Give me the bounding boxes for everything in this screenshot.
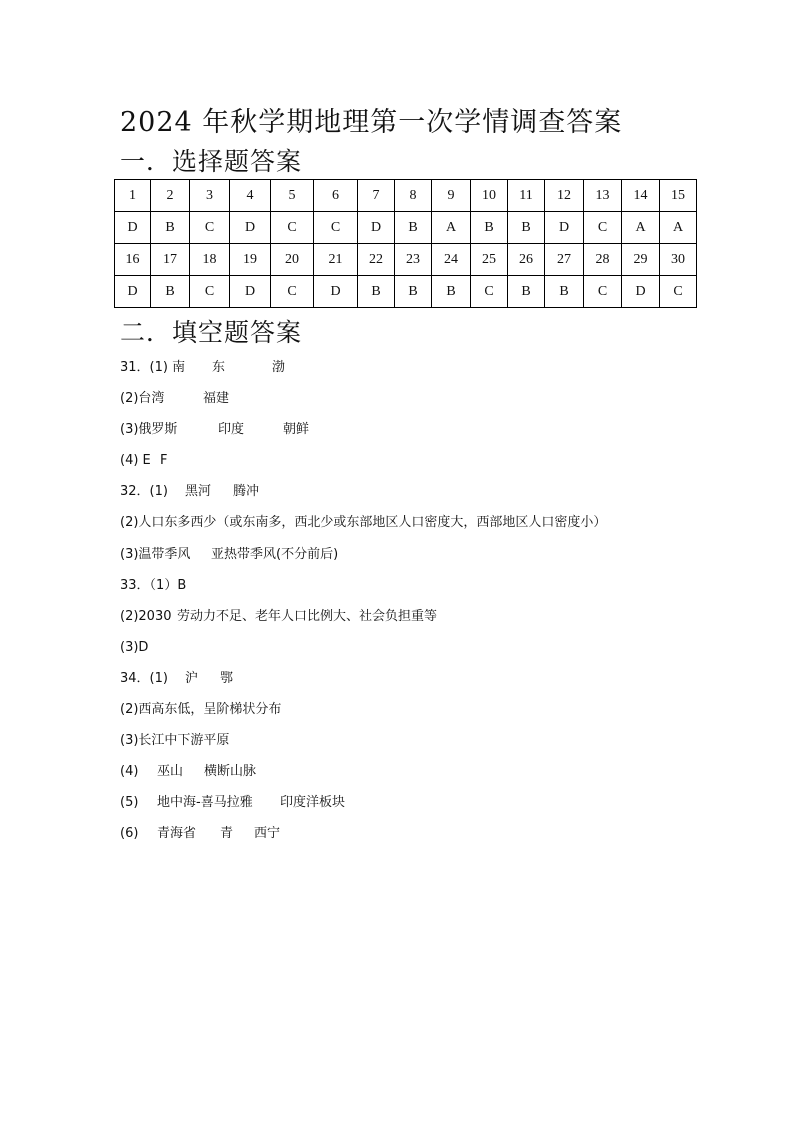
answer-cell: D [230,212,271,244]
section-heading-fill-in: 二．填空题答案 [120,318,303,347]
question-number-cell: 2 [151,180,190,212]
answer-line [120,383,720,414]
answer-cell: A [622,212,660,244]
question-number-row [115,180,697,212]
answer-cell: B [395,212,432,244]
question-number-cell: 27 [545,244,584,276]
section-heading-multiple-choice: 一．选择题答案 [120,147,303,176]
answer-label: (3)长江中下游平原 [120,733,230,749]
answer-cell: D [545,212,584,244]
question-number-cell: 28 [584,244,622,276]
answer-cell: C [471,276,508,308]
fill-in-answers [120,352,720,850]
answer-line [120,601,720,632]
answer-text: 黑河 [185,484,212,500]
answer-cell: B [508,276,545,308]
answer-label: (2)台湾 [120,391,165,407]
answer-line [120,539,720,570]
answer-label: 32．(1) [120,484,168,500]
answer-text: 福建 [203,391,230,407]
page-title: 2024 年秋学期地理第一次学情调查答案 [120,107,623,138]
answer-text: 西宁 [254,826,281,842]
answer-cell: D [115,276,151,308]
answer-text: 东 [212,360,226,375]
answer-label: (2)人口东多西少（或东南多，西北少或东部地区人口密度大，西部地区人口密度小） [120,515,607,531]
answer-line [120,756,720,787]
answer-line [120,632,720,663]
question-number-cell: 23 [395,244,432,276]
answer-cell: B [151,212,190,244]
answer-cell: B [358,276,395,308]
question-number-cell: 15 [660,180,697,212]
answer-cell: C [314,212,358,244]
answer-text: 腾冲 [233,484,260,500]
question-number-cell: 5 [271,180,314,212]
question-number-cell: 21 [314,244,358,276]
answer-cell: D [622,276,660,308]
answer-label: 33．（1）B [120,577,187,593]
question-number-cell: 7 [358,180,395,212]
question-number-cell: 16 [115,244,151,276]
answer-cell: B [151,276,190,308]
answer-cell: C [584,276,622,308]
answer-cell: A [432,212,471,244]
answer-cell: B [395,276,432,308]
answer-line [120,725,720,756]
answer-line [120,694,720,725]
question-number-cell: 3 [190,180,230,212]
question-number-cell: 18 [190,244,230,276]
answer-cell: C [190,276,230,308]
answer-cell: B [471,212,508,244]
question-number-cell: 14 [622,180,660,212]
answer-cell: D [314,276,358,308]
answer-label: (3)D [120,639,149,655]
answer-text: F [160,453,168,469]
answer-cell: D [230,276,271,308]
answer-label: (3)温带季风 [120,546,191,562]
answer-label: (5) [120,795,139,811]
answer-line [120,445,720,476]
answer-text: 沪 [185,670,199,686]
question-number-cell: 20 [271,244,314,276]
question-number-cell: 9 [432,180,471,212]
answer-line [120,818,720,849]
answer-row [115,276,697,308]
answer-text: 亚热带季风(不分前后) [211,546,339,562]
question-number-cell: 25 [471,244,508,276]
answer-cell: C [271,212,314,244]
answer-label: (6) [120,826,139,842]
question-number-cell: 17 [151,244,190,276]
answer-label: (4) E [120,453,151,469]
question-number-cell: 19 [230,244,271,276]
answer-cell: C [190,212,230,244]
multiple-choice-answer-table [114,179,697,308]
answer-text: 印度洋板块 [280,795,346,811]
answer-cell: C [660,276,697,308]
question-number-cell: 8 [395,180,432,212]
answer-text: 渤 [272,360,286,375]
answer-cell: B [508,212,545,244]
answer-cell: D [358,212,395,244]
answer-line [120,507,720,538]
answer-text: 地中海-喜马拉雅 [157,795,253,811]
answer-cell: C [584,212,622,244]
answer-text: 巫山 [157,764,184,780]
answer-text: 横断山脉 [204,764,257,780]
question-number-cell: 1 [115,180,151,212]
answer-label: (2)2030 [120,608,172,624]
answer-line [120,352,720,383]
question-number-cell: 30 [660,244,697,276]
question-number-row [115,244,697,276]
answer-line [120,414,720,445]
answer-label: (3)俄罗斯 [120,422,178,438]
answer-text: 青 [220,826,234,842]
answer-line [120,570,720,601]
answer-line [120,476,720,507]
answer-label: 34．(1) [120,670,168,686]
answer-line [120,663,720,694]
question-number-cell: 12 [545,180,584,212]
question-number-cell: 11 [508,180,545,212]
answer-text: 朝鲜 [283,422,310,438]
answer-text: 鄂 [220,670,234,686]
answer-line [120,787,720,818]
question-number-cell: 24 [432,244,471,276]
answer-label: (4) [120,764,139,780]
answer-row [115,212,697,244]
answer-text: 青海省 [157,826,197,842]
question-number-cell: 10 [471,180,508,212]
answer-cell: D [115,212,151,244]
question-number-cell: 29 [622,244,660,276]
answer-label: (2)西高东低，呈阶梯状分布 [120,702,282,718]
question-number-cell: 13 [584,180,622,212]
answer-cell: A [660,212,697,244]
answer-cell: C [271,276,314,308]
question-number-cell: 4 [230,180,271,212]
question-number-cell: 22 [358,244,395,276]
answer-text: 劳动力不足、老年人口比例大、社会负担重等 [177,608,438,624]
question-number-cell: 26 [508,244,545,276]
answer-label: 31．(1) 南 [120,360,186,375]
answer-text: 印度 [218,422,245,438]
question-number-cell: 6 [314,180,358,212]
answer-cell: B [432,276,471,308]
answer-cell: B [545,276,584,308]
